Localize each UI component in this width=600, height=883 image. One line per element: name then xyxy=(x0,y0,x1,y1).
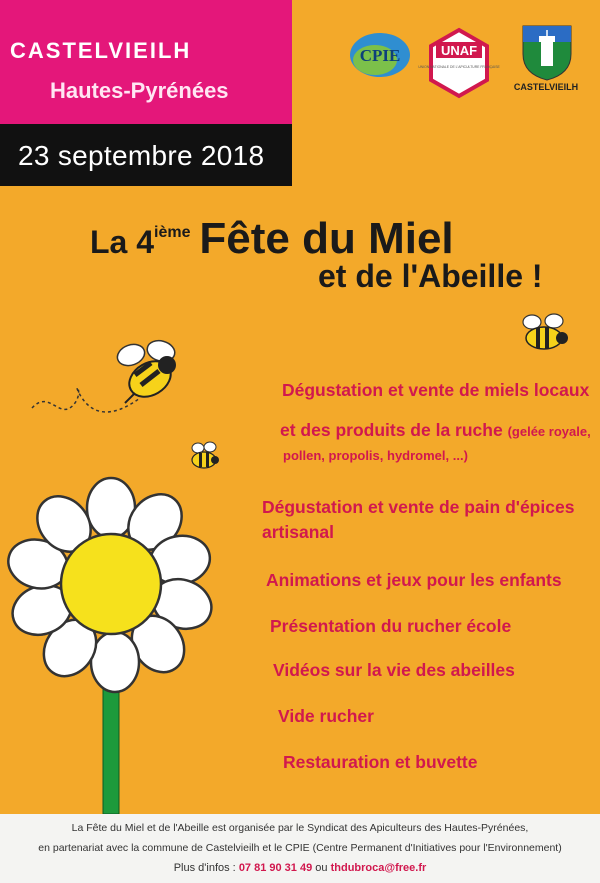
region-title: Hautes-Pyrénées xyxy=(50,78,229,103)
headline-main: Fête du Miel xyxy=(199,214,454,263)
footer xyxy=(0,814,600,883)
footer-partnership-line: en partenariat avec la commune de Castelvieilh et le CPIE (Centre Permanent d'Initiatives pour l'Environnement) xyxy=(38,842,562,854)
footer-info-label: Plus d'infos : xyxy=(173,862,236,874)
activity-hive-products xyxy=(280,420,591,441)
bee-icon xyxy=(105,337,195,417)
cpie-logo-icon xyxy=(345,30,415,80)
unaf-logo-icon xyxy=(418,28,500,98)
activity-tasting-honey: Dégustation et vente de miels locaux xyxy=(282,380,590,400)
activity-bee-videos: Vidéos sur la vie des abeilles xyxy=(273,660,515,680)
cpie-logo-text: CPIE xyxy=(359,46,401,65)
footer-or: ou xyxy=(315,862,328,874)
activity-hive-products-detail-2: pollen, propolis, hydromel, ...) xyxy=(283,448,468,463)
headline-line-2: et de l'Abeille ! xyxy=(318,258,543,294)
activity-school-apiary: Présentation du rucher école xyxy=(270,616,512,636)
activity-hive-products-label: et des produits de la ruche xyxy=(280,420,503,440)
activity-hive-sale: Vide rucher xyxy=(278,706,374,726)
event-date: 23 septembre 2018 xyxy=(18,140,265,171)
activity-gingerbread: Dégustation et vente de pain d'épices xyxy=(262,497,575,517)
bee-icon xyxy=(516,312,574,354)
unaf-logo-sub: UNION NATIONALE DE L'APICULTURE FRANÇAISE xyxy=(418,65,500,69)
activity-hive-products-detail: (gelée royale, xyxy=(507,424,591,439)
footer-contact-line xyxy=(0,862,600,874)
footer-phone: 07 81 90 31 49 xyxy=(238,862,313,874)
castelvieilh-crest-icon xyxy=(515,22,579,82)
headline-prefix: La 4 xyxy=(90,224,155,260)
activity-kids-games: Animations et jeux pour les enfants xyxy=(266,570,562,590)
footer-email: thdubroca@free.fr xyxy=(330,862,427,874)
headline-line-1 xyxy=(90,214,454,264)
activity-gingerbread-artisanal: artisanal xyxy=(262,522,334,542)
activity-food-drinks: Restauration et buvette xyxy=(283,752,478,772)
footer-organizer-line: La Fête du Miel et de l'Abeille est organisée par le Syndicat des Apiculteurs des Hautes-Pyrénées, xyxy=(71,822,529,834)
town-title: CASTELVIEILH xyxy=(10,38,192,63)
unaf-logo-text: UNAF xyxy=(440,43,478,58)
castelvieilh-caption: CASTELVIEILH xyxy=(513,82,579,92)
headline-superscript: ième xyxy=(154,224,191,241)
daisy-flower-icon xyxy=(0,464,230,814)
